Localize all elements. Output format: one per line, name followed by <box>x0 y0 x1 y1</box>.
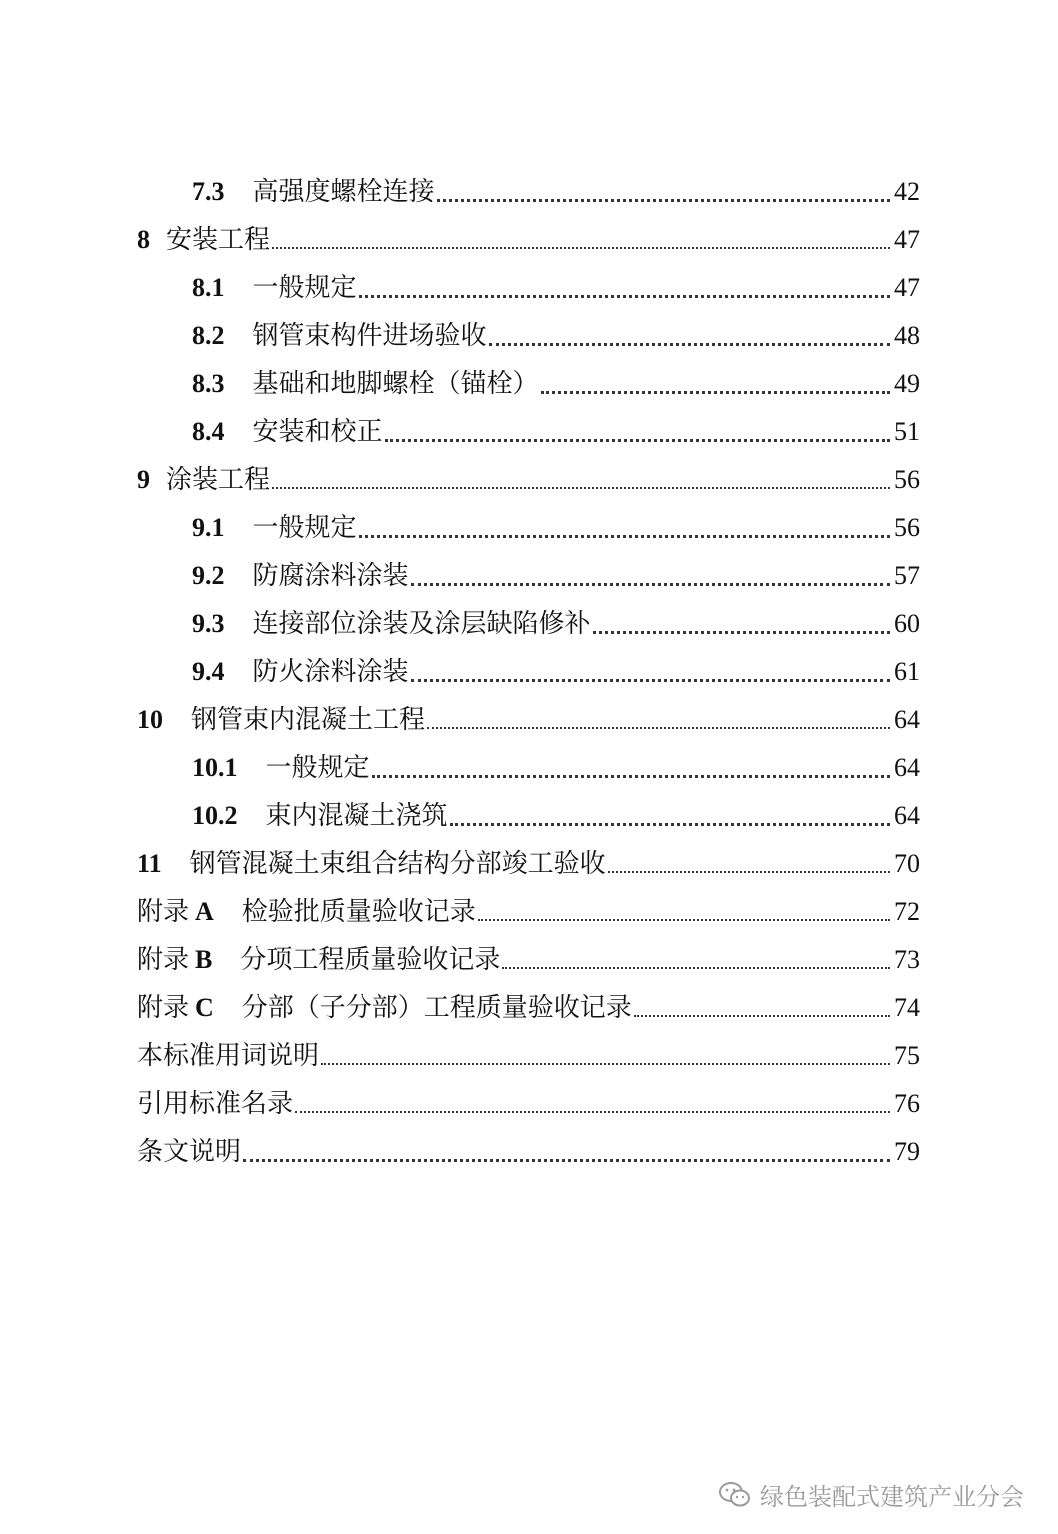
toc-entry-page: 76 <box>894 1089 920 1118</box>
toc-leader-dots <box>478 919 890 921</box>
toc-entry-page: 73 <box>894 945 920 974</box>
toc-entry <box>192 556 920 596</box>
watermark-text: 绿色装配式建筑产业分会 <box>760 1483 1024 1511</box>
toc-entry <box>137 988 920 1028</box>
toc-entry-title: 一般规定 <box>252 273 357 303</box>
toc-entry-page: 57 <box>894 561 920 590</box>
toc-entry-page: 48 <box>894 321 920 350</box>
toc-entry-title: 防腐涂料涂装 <box>252 561 409 591</box>
toc-entry-number: 8.1 <box>192 273 225 302</box>
toc-entry-number: B <box>195 945 213 974</box>
toc-entry-title: 束内混凝土浇筑 <box>265 801 448 831</box>
toc-leader-dots <box>437 199 890 202</box>
toc-entry-title: 条文说明 <box>137 1137 242 1167</box>
toc-entry <box>137 1036 920 1076</box>
toc-entry-page: 75 <box>894 1041 920 1070</box>
toc-entry-title: 基础和地脚螺栓（锚栓） <box>252 369 539 399</box>
toc-entry-prefix: 附录 <box>137 945 190 975</box>
toc-entry <box>192 508 920 548</box>
toc-entry-page: 79 <box>894 1137 920 1166</box>
toc-leader-dots <box>359 295 890 298</box>
watermark <box>718 1477 1024 1512</box>
toc-entry-page: 60 <box>894 609 920 638</box>
toc-entry-title: 连接部位涂装及涂层缺陷修补 <box>252 609 591 639</box>
toc-entry <box>192 364 920 404</box>
toc-entry <box>192 412 920 452</box>
toc-leader-dots <box>593 631 890 634</box>
toc-entry <box>192 796 920 836</box>
toc-leader-dots <box>502 967 890 969</box>
toc-entry-page: 72 <box>894 897 920 926</box>
toc-leader-dots <box>385 439 890 442</box>
toc-entry-number: 8 <box>137 225 150 254</box>
toc-entry-page: 56 <box>894 465 920 494</box>
toc-entry-title: 安装工程 <box>166 225 271 255</box>
toc-entry <box>192 268 920 308</box>
toc-entry-page: 47 <box>894 225 920 254</box>
toc-entry-title: 分部（子分部）工程质量验收记录 <box>241 993 632 1023</box>
toc-entry-title: 引用标准名录 <box>137 1089 294 1119</box>
toc-entry-number: 9 <box>137 465 150 494</box>
toc-entry-number: 9.2 <box>192 561 225 590</box>
toc-entry-number: 10.1 <box>192 753 238 782</box>
toc-entry-page: 64 <box>894 753 920 782</box>
toc-entry-number: 9.4 <box>192 657 225 686</box>
toc-entry-page: 64 <box>894 801 920 830</box>
toc-entry <box>192 316 920 356</box>
toc-entry-page: 56 <box>894 513 920 542</box>
toc-entry <box>137 892 920 932</box>
toc-leader-dots <box>272 487 890 489</box>
toc-entry <box>192 604 920 644</box>
toc-entry-page: 74 <box>894 993 920 1022</box>
toc-entry <box>137 940 920 980</box>
toc-entry-number: 9.3 <box>192 609 225 638</box>
toc-entry-number: C <box>195 993 214 1022</box>
toc-entry-page: 61 <box>894 657 920 686</box>
toc-entry-title: 钢管束内混凝土工程 <box>191 705 426 735</box>
toc-entry-page: 42 <box>894 177 920 206</box>
toc-leader-dots <box>243 1159 890 1162</box>
toc-entry <box>137 844 920 884</box>
toc-leader-dots <box>489 343 890 346</box>
toc-leader-dots <box>411 583 890 586</box>
toc-leader-dots <box>359 535 890 538</box>
toc-leader-dots <box>608 871 890 873</box>
toc-entry <box>137 700 920 740</box>
toc-leader-dots <box>295 1111 890 1113</box>
toc-leader-dots <box>372 775 890 778</box>
toc-entry-page: 51 <box>894 417 920 446</box>
toc-entry-title: 分项工程质量验收记录 <box>240 945 501 975</box>
toc-entry-title: 一般规定 <box>252 513 357 543</box>
toc-entry <box>137 1084 920 1124</box>
toc-entry-number: 8.2 <box>192 321 225 350</box>
toc-entry <box>137 1132 920 1172</box>
toc-entry-number: A <box>195 897 214 926</box>
wechat-icon <box>718 1481 752 1509</box>
toc-entry-title: 高强度螺栓连接 <box>252 177 435 207</box>
toc-leader-dots <box>427 727 890 729</box>
toc-entry-page: 64 <box>894 705 920 734</box>
toc-entry <box>137 460 920 500</box>
toc-leader-dots <box>541 391 890 394</box>
toc-entry-title: 检验批质量验收记录 <box>241 897 476 927</box>
toc-entry <box>192 652 920 692</box>
toc-entry-title: 钢管束构件进场验收 <box>252 321 487 351</box>
toc-leader-dots <box>321 1063 890 1065</box>
toc-entry <box>137 220 920 260</box>
toc-entry-number: 8.4 <box>192 417 225 446</box>
toc-entry-page: 47 <box>894 273 920 302</box>
toc-leader-dots <box>411 679 890 682</box>
toc-entry-number: 11 <box>137 849 162 878</box>
toc-leader-dots <box>634 1015 890 1017</box>
toc-entry-title: 安装和校正 <box>252 417 383 447</box>
toc-entry <box>192 172 920 212</box>
toc-entry-title: 本标准用词说明 <box>137 1041 320 1071</box>
toc-entry-number: 9.1 <box>192 513 225 542</box>
toc-leader-dots <box>272 247 890 249</box>
toc-entry-prefix: 附录 <box>137 897 190 927</box>
toc-entry-page: 70 <box>894 849 920 878</box>
toc-entry-number: 10.2 <box>192 801 238 830</box>
toc-entry-title: 一般规定 <box>265 753 370 783</box>
toc-entry-page: 49 <box>894 369 920 398</box>
toc-entry-prefix: 附录 <box>137 993 190 1023</box>
toc-entry <box>192 748 920 788</box>
toc-leader-dots <box>450 823 890 826</box>
toc-entry-number: 8.3 <box>192 369 225 398</box>
toc-entry-title: 钢管混凝土束组合结构分部竣工验收 <box>189 849 606 879</box>
toc-entry-title: 涂装工程 <box>166 465 271 495</box>
toc-entry-number: 7.3 <box>192 177 225 206</box>
toc-entry-number: 10 <box>137 705 163 734</box>
toc-entry-title: 防火涂料涂装 <box>252 657 409 687</box>
